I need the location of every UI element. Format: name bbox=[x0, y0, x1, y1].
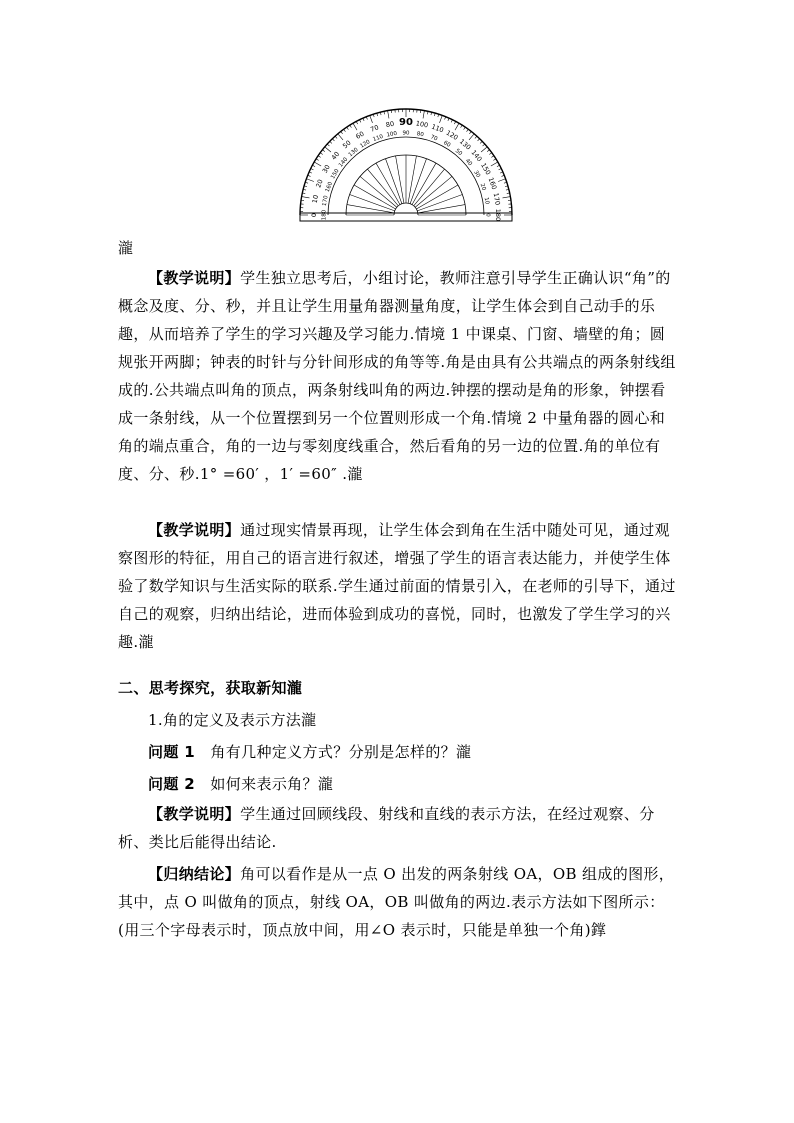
protractor-tick bbox=[350, 125, 352, 128]
question-2-text: 如何来表示角？瀧 bbox=[210, 775, 334, 793]
protractor-tick bbox=[338, 134, 343, 140]
protractor-tick bbox=[353, 123, 357, 130]
protractor-outer-label: 110 bbox=[430, 122, 445, 135]
protractor-outer-label: 150 bbox=[479, 161, 493, 177]
protractor-tick bbox=[314, 162, 321, 166]
protractor-outer-label: 30 bbox=[320, 163, 332, 175]
protractor-tick bbox=[487, 150, 489, 152]
protractor-inner-label: 120 bbox=[359, 139, 372, 150]
protractor-outer-label: 70 bbox=[369, 123, 380, 134]
question-1-text: 角有几种定义方式？分别是怎样的？瀧 bbox=[210, 743, 472, 761]
protractor-outer-label: 80 bbox=[385, 119, 395, 130]
section-heading-2: 二、思考探究，获取新知瀧 bbox=[118, 679, 303, 697]
protractor-inner-label: 0 bbox=[484, 213, 491, 217]
conclusion bbox=[118, 860, 678, 944]
protractor-radial-line bbox=[350, 194, 395, 210]
question-1-label: 问题 1 bbox=[148, 743, 196, 761]
note-tag-2: 【教学说明】 bbox=[148, 521, 241, 539]
question-2-label: 问题 2 bbox=[148, 775, 196, 793]
protractor-outer-label: 180 bbox=[494, 208, 502, 222]
protractor-tick bbox=[330, 141, 332, 143]
protractor-tick bbox=[320, 153, 322, 155]
protractor-tick bbox=[306, 179, 314, 182]
protractor-outer-label: 160 bbox=[486, 176, 499, 191]
protractor-tick bbox=[489, 153, 491, 155]
stray-mark: 瀧 bbox=[118, 239, 134, 257]
protractor-tick bbox=[302, 197, 310, 198]
protractor-tick bbox=[327, 144, 329, 146]
protractor-inner-label: 110 bbox=[372, 133, 385, 144]
stray-mark-line bbox=[118, 234, 678, 262]
protractor-tick bbox=[475, 136, 477, 138]
protractor-outer-label: 130 bbox=[457, 137, 473, 152]
teaching-note-1 bbox=[118, 264, 678, 488]
protractor-tick bbox=[503, 197, 511, 198]
protractor-tick bbox=[469, 134, 474, 140]
protractor-tick bbox=[388, 111, 389, 119]
protractor-inner-label: 100 bbox=[386, 130, 398, 139]
protractor-tick bbox=[491, 162, 498, 166]
protractor-outer-label: 100 bbox=[415, 119, 429, 130]
protractor-tick bbox=[467, 129, 469, 131]
protractor-tick bbox=[325, 147, 331, 152]
protractor-tick bbox=[481, 147, 487, 152]
protractor-inner-label: 80 bbox=[416, 131, 425, 139]
protractor-tick bbox=[440, 115, 443, 123]
protractor-outer-label: 50 bbox=[341, 138, 353, 151]
protractor-tick bbox=[318, 156, 320, 158]
protractor-radial-line bbox=[347, 205, 394, 213]
protractor-tick bbox=[464, 127, 466, 129]
protractor-tick bbox=[498, 179, 506, 182]
protractor-inner-label: 150 bbox=[330, 168, 341, 181]
protractor-tick bbox=[469, 131, 471, 133]
protractor-radial-line bbox=[408, 156, 416, 203]
protractor-tick bbox=[478, 139, 480, 141]
protractor-outer-label: 140 bbox=[469, 148, 484, 164]
note-text-1: 学生独立思考后，小组讨论，教师注意引导学生正确认识“角”的概念及度、分、秒，并且让学生用量角器测量角度，让学生体会到自己动手的乐趣，从而培养了学生的学习兴趣及学习能力.情境 1 中课桌、门窗、墙壁的角；圆规张开两脚；钟表的时针与分针间形成的角等等.角是由具有公共端点的两条射线组成的.公共端点叫角的顶点，两条射线叫角的两边.钟摆的摆动是角的形象，钟摆看成一条射线，从一个位置摆到另一个位置则形成一个角.情境 2 中量角器的圆心和角的端点重合，角的一边与零刻度线重合，然后看角的另一边的位置.角的单位有度、分、秒.1° =60′ ，1′ =60″ .瀧 bbox=[118, 269, 676, 483]
protractor-outer-label: 0 bbox=[310, 212, 318, 218]
protractor-tick bbox=[344, 129, 346, 131]
protractor-inner-label: 30 bbox=[472, 169, 481, 179]
note-tag-1: 【教学说明】 bbox=[148, 269, 241, 287]
protractor-tick bbox=[347, 127, 349, 129]
protractor-inner-label: 130 bbox=[347, 146, 360, 159]
note-text-2: 通过现实情景再现，让学生体会到角在生活中随处可见，通过观察图形的特征，用自己的语言进行叙述，增强了学生的语言表达能力，并使学生体验了数学知识与生活实际的联系.学生通过前面的情景引入，在老师的引导下，通过自己的观察，归纳出结论，进而体验到成功的喜悦，同时，也激发了学生学习的兴趣.瀧 bbox=[118, 521, 676, 651]
protractor-outer-label: 10 bbox=[310, 194, 321, 204]
protractor-inner-label: 50 bbox=[453, 148, 463, 158]
teaching-note-3 bbox=[118, 800, 678, 856]
protractor-inner-label: 170 bbox=[321, 195, 330, 207]
note-tag-3: 【教学说明】 bbox=[148, 805, 241, 823]
protractor-center-label: 90 bbox=[399, 117, 413, 128]
question-1 bbox=[148, 738, 708, 766]
protractor-outer-label: 170 bbox=[491, 192, 502, 206]
protractor-base bbox=[300, 213, 512, 221]
protractor-figure bbox=[298, 103, 514, 223]
teaching-note-2 bbox=[118, 516, 678, 656]
conclusion-tag: 【归纳结论】 bbox=[148, 865, 241, 883]
protractor-tick bbox=[491, 156, 493, 158]
protractor-radial-line bbox=[396, 156, 404, 203]
protractor-inner-label: 180 bbox=[321, 209, 328, 221]
protractor-inner-label: 60 bbox=[442, 140, 452, 149]
protractor-tick bbox=[483, 144, 485, 146]
note-text-3: 学生通过回顾线段、射线和直线的表示方法，在经过观察、分析、类比后能得出结论. bbox=[118, 805, 655, 851]
protractor-tick bbox=[316, 159, 319, 161]
protractor-outer-label: 20 bbox=[314, 178, 325, 189]
protractor-tick bbox=[480, 141, 482, 143]
protractor-radial-line bbox=[385, 159, 401, 204]
protractor-tick bbox=[332, 139, 334, 141]
protractor-inner-label: 20 bbox=[478, 182, 487, 192]
protractor-inner-label: 160 bbox=[324, 181, 335, 194]
protractor-tick bbox=[455, 123, 459, 130]
protractor-inner-label: 90 bbox=[402, 130, 410, 137]
protractor-radial-line bbox=[418, 205, 465, 213]
protractor-outer-label: 120 bbox=[444, 128, 460, 142]
protractor-inner-label: 140 bbox=[337, 156, 350, 169]
protractor-outer-label: 60 bbox=[354, 129, 366, 141]
protractor-radial-line bbox=[410, 159, 426, 204]
protractor-tick bbox=[335, 136, 337, 138]
protractor-radial-line bbox=[417, 194, 462, 210]
question-2 bbox=[148, 770, 708, 798]
protractor-inner-label: 70 bbox=[429, 134, 439, 143]
protractor-tick bbox=[461, 125, 463, 128]
protractor-inner-label: 40 bbox=[463, 158, 473, 168]
protractor-outer-label: 40 bbox=[329, 150, 342, 162]
protractor-tick bbox=[493, 159, 496, 161]
protractor-tick bbox=[341, 131, 343, 133]
protractor-tick bbox=[322, 150, 324, 152]
protractor-inner-label: 10 bbox=[482, 196, 490, 205]
subsection-1: 1.角的定义及表示方法瀧 bbox=[148, 711, 317, 729]
protractor-tick bbox=[370, 115, 373, 123]
conclusion-text: 角可以看作是从一点 O 出发的两条射线 OA，OB 组成的图形，其中，点 O 叫做角的顶点，射线 OA，OB 叫做角的两边.表示方法如下图所示：(用三个字母表示时，顶点放中间，用∠O 表示时，只能是单独一个角)鐣 bbox=[118, 865, 675, 939]
protractor-tick bbox=[423, 111, 424, 119]
